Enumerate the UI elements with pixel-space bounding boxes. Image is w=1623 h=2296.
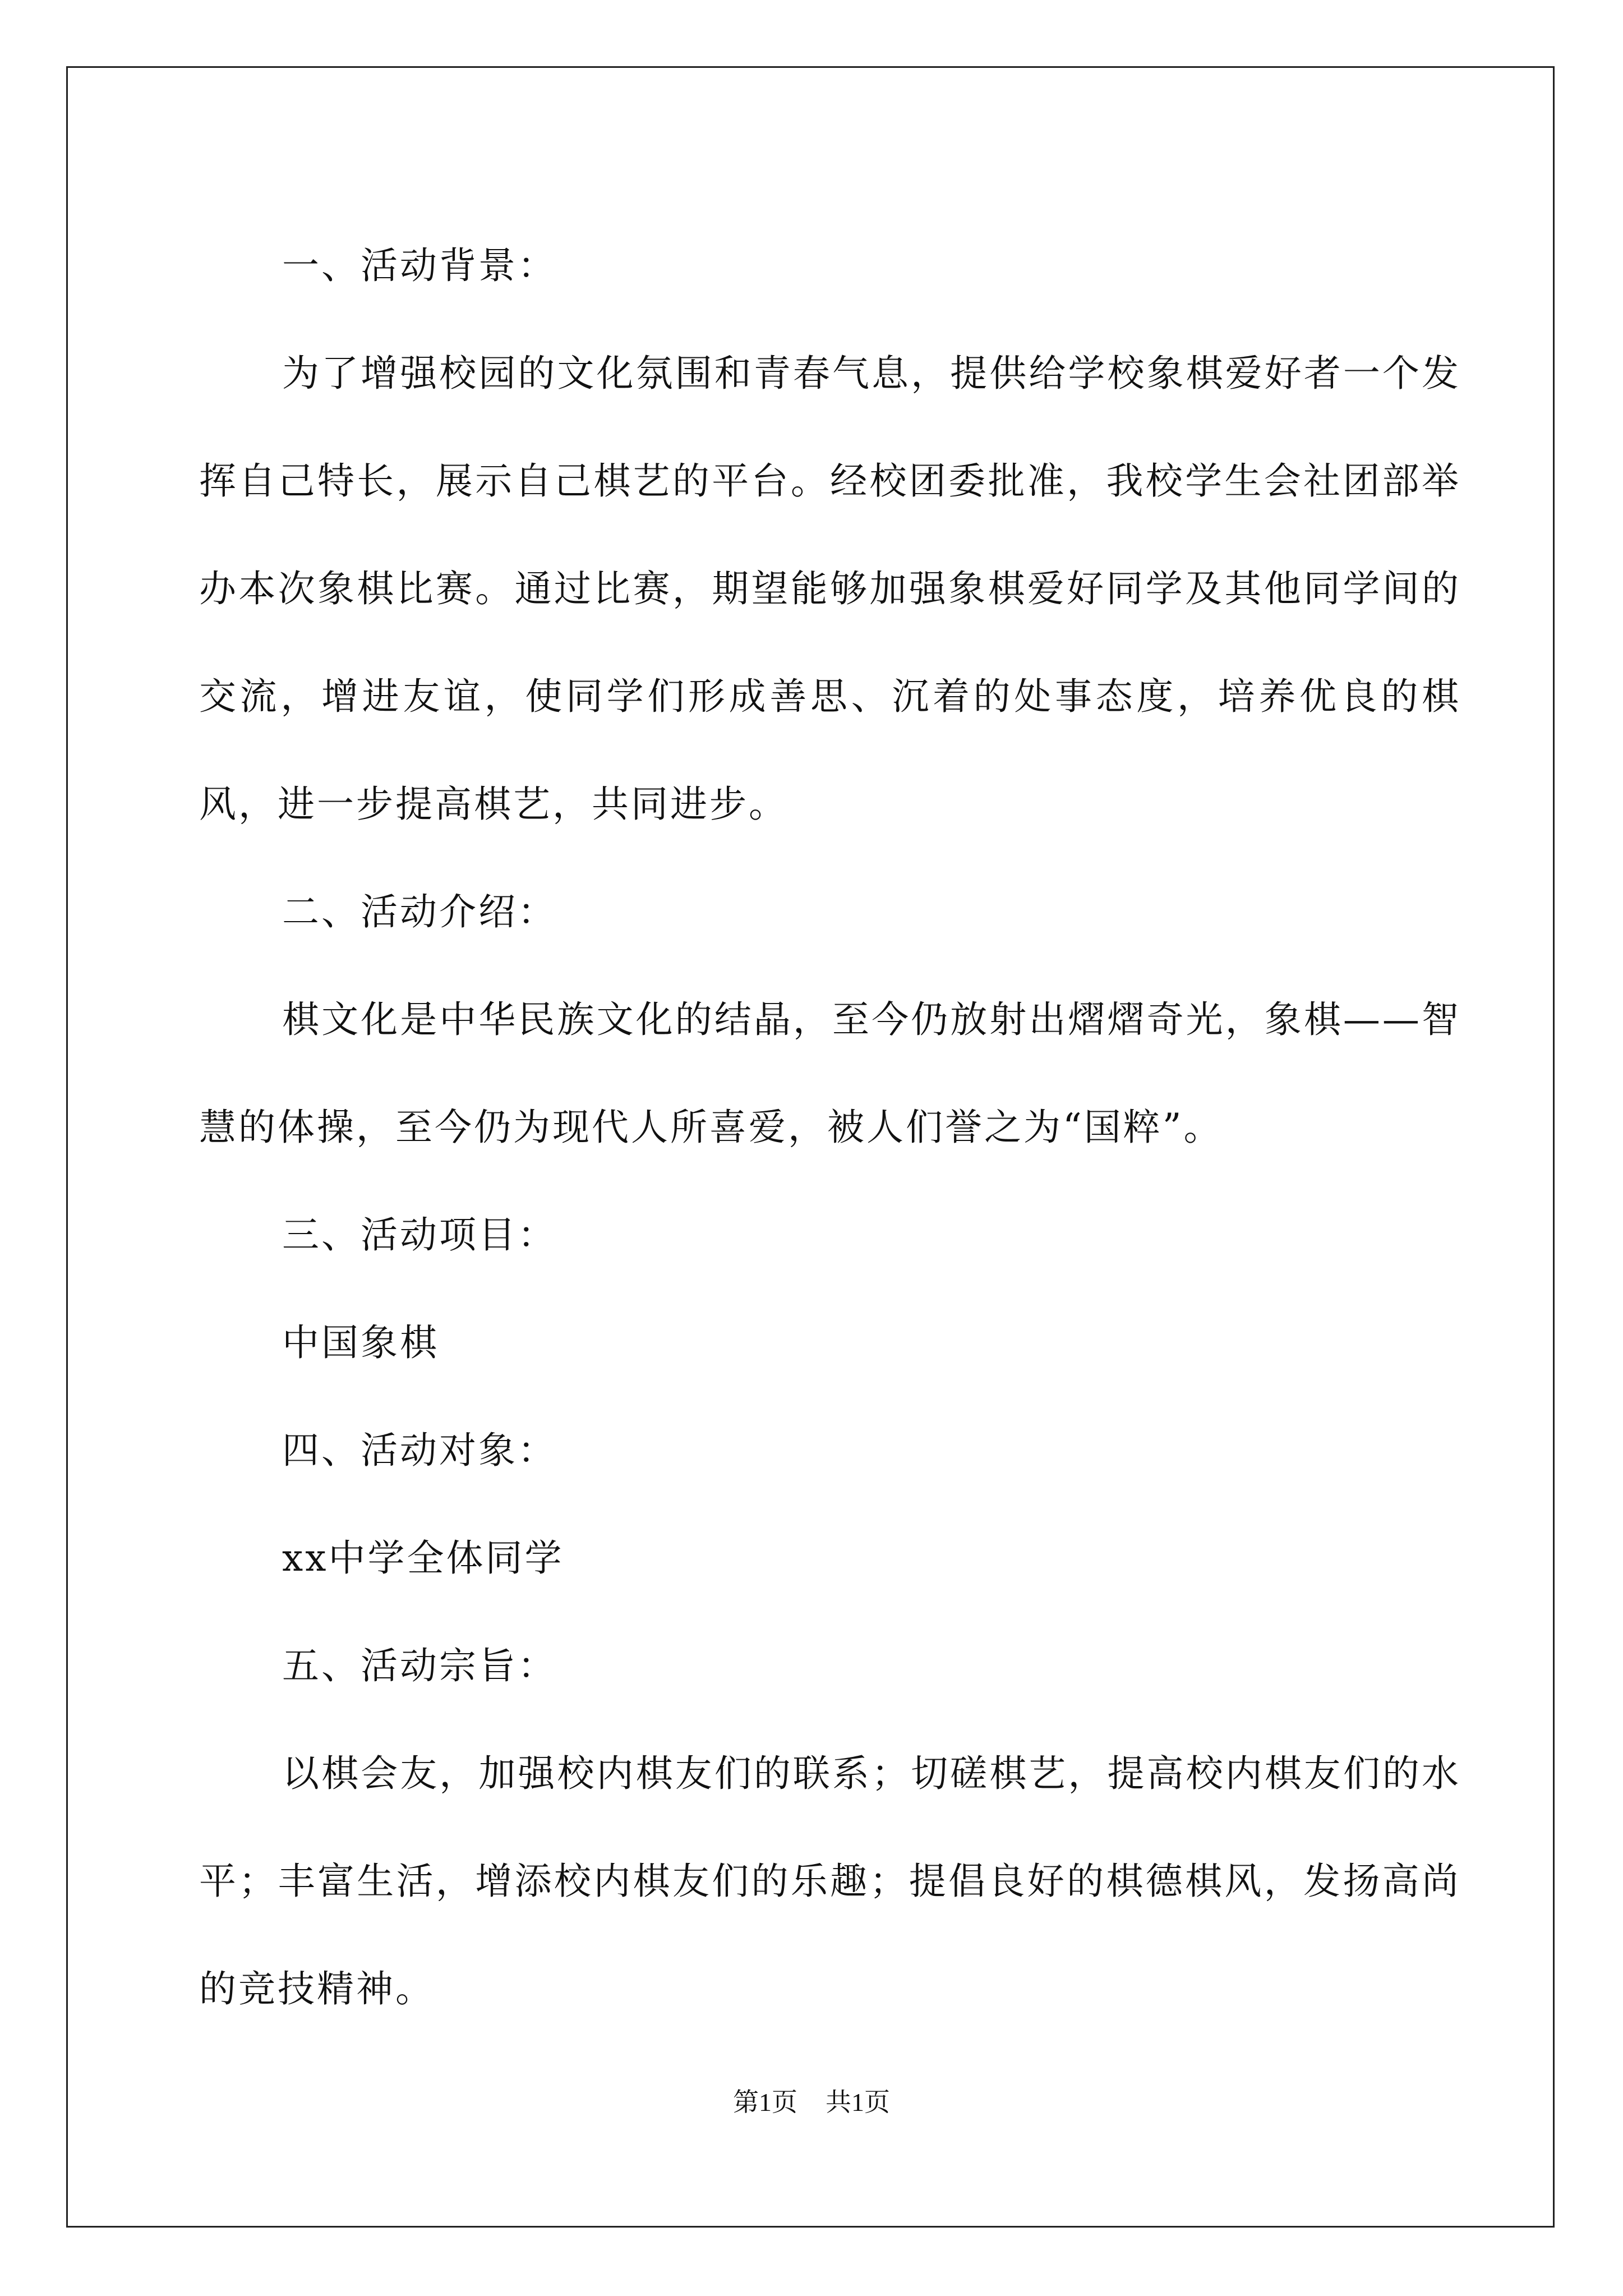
section-heading-introduction: 二、活动介绍：	[282, 890, 557, 933]
paragraph-introduction: 棋文化是中华民族文化的结晶，至今仍放射出熠熠奇光，象棋——智慧的体操，至今仍为现代人所喜爱，被人们誉之为“国粹”。	[199, 998, 1461, 1149]
page-footer	[0, 2086, 1623, 2119]
page-number-current: 第1页	[733, 2088, 797, 2116]
section-heading-items: 三、活动项目：	[282, 1213, 557, 1257]
page-number-total: 共1页	[826, 2088, 890, 2116]
section-heading-purpose: 五、活动宗旨：	[282, 1644, 557, 1687]
paragraph-background: 为了增强校园的文化氛围和青春气息，提供给学校象棋爱好者一个发挥自己特长，展示自己棋艺的平台。经校团委批准，我校学生会社团部举办本次象棋比赛。通过比赛，期望能够加强象棋爱好同学及其他同学间的交流，增进友谊，使同学们形成善思、沉着的处事态度，培养优良的棋风，进一步提高棋艺，共同进步。	[199, 352, 1461, 826]
paragraph-participants: xx中学全体同学	[282, 1536, 564, 1580]
document-body	[199, 212, 1461, 2043]
paragraph-items: 中国象棋	[282, 1321, 439, 1364]
section-heading-background: 一、活动背景：	[282, 244, 557, 287]
section-heading-participants: 四、活动对象：	[282, 1429, 557, 1472]
paragraph-purpose: 以棋会友，加强校内棋友们的联系；切磋棋艺，提高校内棋友们的水平；丰富生活，增添校内棋友们的乐趣；提倡良好的棋德棋风，发扬高尚的竞技精神。	[199, 1752, 1461, 2010]
